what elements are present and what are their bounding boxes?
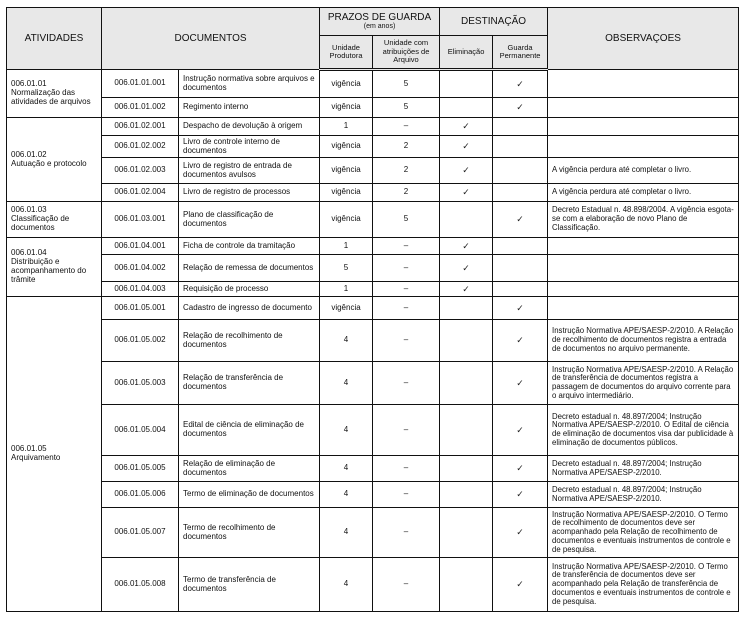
prazo-unidade-arquivo: – [373, 362, 440, 405]
guarda-permanente-check: ✓ [493, 202, 548, 238]
guarda-permanente-check [493, 118, 548, 136]
prazo-unidade-produtora: vigência [320, 70, 373, 98]
prazo-unidade-arquivo: – [373, 508, 440, 558]
header-unidade-produtora: Unidade Produtora [320, 36, 373, 70]
document-name: Relação de remessa de documentos [179, 255, 320, 282]
activity-name: Classificação de documentos [11, 214, 70, 232]
table-row [7, 136, 739, 158]
guarda-permanente-check [493, 282, 548, 297]
prazo-unidade-produtora: 4 [320, 362, 373, 405]
eliminacao-check [440, 297, 493, 320]
eliminacao-check [440, 70, 493, 98]
observacao: A vigência perdura até completar o livro. [548, 158, 739, 184]
prazo-unidade-produtora: vigência [320, 297, 373, 320]
document-name: Instrução normativa sobre arquivos e documentos [179, 70, 320, 98]
observacao [548, 136, 739, 158]
prazo-unidade-produtora: vigência [320, 202, 373, 238]
guarda-permanente-check: ✓ [493, 482, 548, 508]
document-name: Ficha de controle da tramitação [179, 238, 320, 255]
guarda-permanente-check: ✓ [493, 297, 548, 320]
eliminacao-check [440, 98, 493, 118]
eliminacao-check [440, 456, 493, 482]
header-unidade-arquivo: Unidade com atribuições de Arquivo [373, 36, 440, 70]
eliminacao-check: ✓ [440, 255, 493, 282]
eliminacao-check [440, 405, 493, 456]
table-row [7, 362, 739, 405]
table-row [7, 238, 739, 255]
observacao [548, 118, 739, 136]
observacao: Decreto estadual n. 48.897/2004; Instrução Normativa APE/SAESP-2/2010. [548, 482, 739, 508]
prazo-unidade-arquivo: – [373, 238, 440, 255]
document-name: Relação de transferência de documentos [179, 362, 320, 405]
prazo-unidade-produtora: 4 [320, 405, 373, 456]
document-code: 006.01.05.001 [102, 297, 179, 320]
eliminacao-check: ✓ [440, 282, 493, 297]
observacao: Decreto Estadual n. 48.898/2004. A vigência esgota-se com a elaboração de novo Plano de Classificação. [548, 202, 739, 238]
activity-cell [7, 297, 102, 612]
activity-code: 006.01.01 [11, 79, 47, 89]
document-code: 006.01.05.006 [102, 482, 179, 508]
document-name: Termo de recolhimento de documentos [179, 508, 320, 558]
document-name: Despacho de devolução à origem [179, 118, 320, 136]
activity-name: Distribuição e acompanhamento do trâmite [11, 257, 87, 284]
document-code: 006.01.02.003 [102, 158, 179, 184]
prazo-unidade-arquivo: 5 [373, 202, 440, 238]
header-documentos: DOCUMENTOS [102, 8, 320, 70]
eliminacao-check: ✓ [440, 136, 493, 158]
document-code: 006.01.04.003 [102, 282, 179, 297]
document-name: Termo de transferência de documentos [179, 558, 320, 612]
prazo-unidade-arquivo: – [373, 558, 440, 612]
observacao: Instrução Normativa APE/SAESP-2/2010. O Termo de transferência de documentos deve ser acompanhado pela Relação de transferência de documentos e eventuais instrumentos de controle e de pesquisa. [548, 558, 739, 612]
observacao: Instrução Normativa APE/SAESP-2/2010. A Relação de transferência de documentos registra a passagem de documentos do arquivo corrente para o arquivo intermediário. [548, 362, 739, 405]
table-row [7, 70, 739, 98]
prazo-unidade-arquivo: – [373, 297, 440, 320]
document-code: 006.01.05.004 [102, 405, 179, 456]
observacao: Instrução Normativa APE/SAESP-2/2010. O Termo de recolhimento de documentos deve ser acompanhado pela Relação de recolhimento de documentos e eventuais instrumentos de controle e de pesquisa. [548, 508, 739, 558]
activity-name: Normalização das atividades de arquivos [11, 88, 91, 106]
table-row [7, 98, 739, 118]
table-row [7, 158, 739, 184]
document-name: Relação de eliminação de documentos [179, 456, 320, 482]
temporality-table [6, 7, 739, 612]
prazo-unidade-produtora: 4 [320, 320, 373, 362]
table-row [7, 482, 739, 508]
guarda-permanente-check [493, 255, 548, 282]
document-code: 006.01.05.008 [102, 558, 179, 612]
guarda-permanente-check [493, 184, 548, 202]
guarda-permanente-check [493, 238, 548, 255]
activity-code: 006.01.04 [11, 248, 47, 258]
observacao [548, 70, 739, 98]
document-code: 006.01.05.002 [102, 320, 179, 362]
document-code: 006.01.04.001 [102, 238, 179, 255]
table-body [7, 70, 739, 612]
document-name: Relação de recolhimento de documentos [179, 320, 320, 362]
prazo-unidade-arquivo: 5 [373, 70, 440, 98]
prazo-unidade-produtora: vigência [320, 184, 373, 202]
table-row [7, 456, 739, 482]
header-prazos-title: PRAZOS DE GUARDA [327, 11, 432, 23]
observacao [548, 297, 739, 320]
document-code: 006.01.02.001 [102, 118, 179, 136]
document-name: Edital de ciência de eliminação de documentos [179, 405, 320, 456]
eliminacao-check: ✓ [440, 238, 493, 255]
activity-code: 006.01.02 [11, 149, 47, 159]
header-guarda-permanente: Guarda Permanente [493, 36, 548, 70]
observacao: Decreto estadual n. 48.897/2004; Instrução Normativa APE/SAESP-2/2010. O Edital de ciência de eliminação de documentos visa dar publicidade à eliminação de documentos públicos. [548, 405, 739, 456]
prazo-unidade-produtora: 1 [320, 238, 373, 255]
table-header [7, 8, 739, 70]
observacao [548, 98, 739, 118]
eliminacao-check [440, 362, 493, 405]
table-row [7, 405, 739, 456]
table-row [7, 508, 739, 558]
document-code: 006.01.02.004 [102, 184, 179, 202]
observacao: A vigência perdura até completar o livro. [548, 184, 739, 202]
prazo-unidade-produtora: vigência [320, 98, 373, 118]
document-code: 006.01.01.001 [102, 70, 179, 98]
guarda-permanente-check: ✓ [493, 362, 548, 405]
guarda-permanente-check: ✓ [493, 405, 548, 456]
prazo-unidade-produtora: 1 [320, 118, 373, 136]
eliminacao-check [440, 482, 493, 508]
document-name: Livro de registro de processos [179, 184, 320, 202]
document-name: Termo de eliminação de documentos [179, 482, 320, 508]
guarda-permanente-check: ✓ [493, 320, 548, 362]
prazo-unidade-arquivo: 2 [373, 184, 440, 202]
document-name: Regimento interno [179, 98, 320, 118]
prazo-unidade-arquivo: – [373, 456, 440, 482]
activity-cell [7, 118, 102, 202]
header-atividades: ATIVIDADES [7, 8, 102, 70]
prazo-unidade-arquivo: 5 [373, 98, 440, 118]
document-code: 006.01.03.001 [102, 202, 179, 238]
prazo-unidade-produtora: 4 [320, 508, 373, 558]
document-name: Cadastro de ingresso de documento [179, 297, 320, 320]
prazo-unidade-arquivo: – [373, 482, 440, 508]
eliminacao-check: ✓ [440, 158, 493, 184]
document-name: Requisição de processo [179, 282, 320, 297]
table-row [7, 320, 739, 362]
prazo-unidade-arquivo: – [373, 118, 440, 136]
eliminacao-check [440, 558, 493, 612]
activity-name: Arquivamento [11, 453, 61, 462]
prazo-unidade-arquivo: – [373, 282, 440, 297]
prazo-unidade-produtora: vigência [320, 136, 373, 158]
prazo-unidade-arquivo: 2 [373, 158, 440, 184]
prazo-unidade-arquivo: – [373, 320, 440, 362]
document-code: 006.01.01.002 [102, 98, 179, 118]
guarda-permanente-check: ✓ [493, 98, 548, 118]
table-row [7, 255, 739, 282]
header-prazos [320, 8, 440, 36]
document-code: 006.01.05.007 [102, 508, 179, 558]
guarda-permanente-check: ✓ [493, 508, 548, 558]
document-name: Livro de controle interno de documentos [179, 136, 320, 158]
prazo-unidade-produtora: 4 [320, 456, 373, 482]
prazo-unidade-arquivo: – [373, 405, 440, 456]
document-name: Plano de classificação de documentos [179, 202, 320, 238]
prazo-unidade-produtora: 1 [320, 282, 373, 297]
prazo-unidade-produtora: 4 [320, 558, 373, 612]
document-code: 006.01.02.002 [102, 136, 179, 158]
activity-cell [7, 70, 102, 118]
header-eliminacao: Eliminação [440, 36, 493, 70]
observacao: Instrução Normativa APE/SAESP-2/2010. A Relação de recolhimento de documentos registra a entrada de documentos no arquivo permanente. [548, 320, 739, 362]
prazo-unidade-arquivo: – [373, 255, 440, 282]
table-row [7, 118, 739, 136]
observacao [548, 282, 739, 297]
header-observacoes: OBSERVAÇOES [548, 8, 739, 70]
document-code: 006.01.05.005 [102, 456, 179, 482]
prazo-unidade-produtora: vigência [320, 158, 373, 184]
document-code: 006.01.05.003 [102, 362, 179, 405]
header-destinacao: DESTINAÇÃO [440, 8, 548, 36]
guarda-permanente-check [493, 136, 548, 158]
activity-name: Autuação e protocolo [11, 158, 87, 168]
table-row [7, 558, 739, 612]
guarda-permanente-check: ✓ [493, 456, 548, 482]
guarda-permanente-check: ✓ [493, 558, 548, 612]
table-row [7, 202, 739, 238]
observacao: Decreto estadual n. 48.897/2004; Instrução Normativa APE/SAESP-2/2010. [548, 456, 739, 482]
table-row [7, 297, 739, 320]
header-prazos-sub: (em anos) [363, 23, 396, 31]
activity-cell [7, 238, 102, 297]
eliminacao-check: ✓ [440, 118, 493, 136]
eliminacao-check: ✓ [440, 184, 493, 202]
document-code: 006.01.04.002 [102, 255, 179, 282]
eliminacao-check [440, 202, 493, 238]
eliminacao-check [440, 508, 493, 558]
guarda-permanente-check [493, 158, 548, 184]
guarda-permanente-check: ✓ [493, 70, 548, 98]
prazo-unidade-produtora: 5 [320, 255, 373, 282]
activity-code: 006.01.03 [11, 205, 47, 215]
table-row [7, 184, 739, 202]
activity-code: 006.01.05 [11, 444, 47, 454]
prazo-unidade-produtora: 4 [320, 482, 373, 508]
document-name: Livro de registro de entrada de documentos avulsos [179, 158, 320, 184]
activity-cell [7, 202, 102, 238]
table-row [7, 282, 739, 297]
eliminacao-check [440, 320, 493, 362]
observacao [548, 238, 739, 255]
prazo-unidade-arquivo: 2 [373, 136, 440, 158]
observacao [548, 255, 739, 282]
